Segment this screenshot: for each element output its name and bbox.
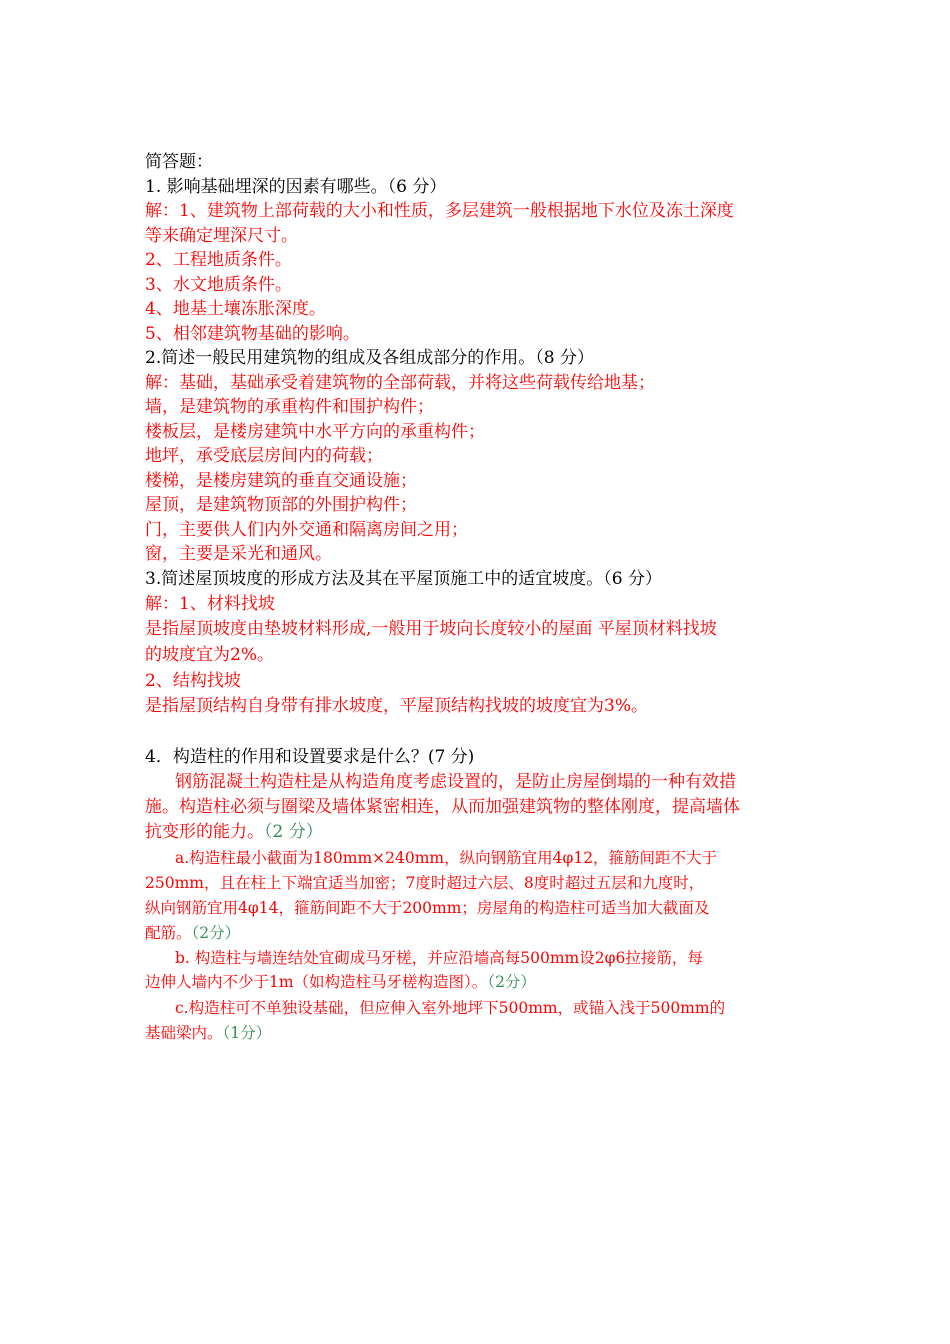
answer-3-line: 是指屋顶坡度由垫坡材料形成,一般用于坡向长度较小的屋面 平屋顶材料找坡 <box>145 619 717 639</box>
answer-3-line: 2、结构找坡 <box>145 671 241 691</box>
answer-2-line: 窗，主要是采光和通风。 <box>145 544 332 564</box>
answer-3-line: 解：1、材料找坡 <box>145 594 275 614</box>
score-label: （2分） <box>191 924 241 942</box>
answer-4-para-b-line: b. 构造柱与墙连结处宜砌成马牙槎，并应沿墙高每500mm设2φ6拉接筋，每 <box>175 949 703 967</box>
answer-4-para1-line: 钢筋混凝土构造柱是从构造角度考虑设置的，是防止房屋倒塌的一种有效措 <box>175 772 736 792</box>
answer-4-para-a-text: 配筋。 <box>145 924 192 942</box>
answer-2-line: 地坪，承受底层房间内的荷载； <box>145 446 383 466</box>
answer-1-line: 4、地基土壤冻胀深度。 <box>145 299 326 319</box>
answer-2-line: 解：基础，基础承受着建筑物的全部荷载，并将这些荷载传给地基； <box>145 373 655 393</box>
score-label: （2分） <box>487 973 536 991</box>
answer-1-line: 等来确定埋深尺寸。 <box>145 226 298 246</box>
answer-4-para1-text: 抗变形的能力。 <box>145 822 264 842</box>
answer-4-para-c-last <box>145 1021 271 1045</box>
answer-4-para-b-last <box>145 970 536 994</box>
question-1: 1. 影响基础埋深的因素有哪些。（6 分） <box>145 177 447 197</box>
answer-4-para-c-text: 基础梁内。 <box>145 1024 223 1042</box>
answer-2-line: 墙，是建筑物的承重构件和围护构件； <box>145 397 434 417</box>
answer-4-para-a-last <box>145 921 240 945</box>
answer-1-line: 解：1、建筑物上部荷载的大小和性质，多层建筑一般根据地下水位及冻土深度 <box>145 201 734 221</box>
answer-1-line: 3、水文地质条件。 <box>145 275 292 295</box>
answer-4-para-c-line: c.构造柱可不单独设基础，但应伸入室外地坪下500mm，或锚入浅于500mm的 <box>175 999 726 1017</box>
answer-4-para-a-line: 250mm，且在柱上下端宜适当加密；7度时超过六层、8度时超过五层和九度时， <box>145 874 705 892</box>
score-label: （1分） <box>222 1024 272 1042</box>
answer-3-line: 的坡度宜为2%。 <box>145 645 274 665</box>
question-3: 3.简述屋顶坡度的形成方法及其在平屋顶施工中的适宜坡度。（6 分） <box>145 569 662 589</box>
answer-4-para-a-line: 纵向钢筋宜用4φ14，箍筋间距不大于200mm；房屋角的构造柱可适当加大截面及 <box>145 899 710 917</box>
answer-2-line: 门，主要供人们内外交通和隔离房间之用； <box>145 520 468 540</box>
answer-2-line: 楼梯，是楼房建筑的垂直交通设施； <box>145 471 417 491</box>
answer-3-line: 是指屋顶结构自身带有排水坡度，平屋顶结构找坡的坡度宜为3%。 <box>145 696 648 716</box>
answer-1-line: 2、工程地质条件。 <box>145 250 292 270</box>
section-heading: 简答题： <box>145 152 213 172</box>
score-label: （2 分） <box>264 822 323 842</box>
question-2: 2.简述一般民用建筑物的组成及各组成部分的作用。（8 分） <box>145 348 594 368</box>
question-4: 4．构造柱的作用和设置要求是什么？(7 分) <box>145 747 475 767</box>
answer-4-para1-last <box>145 820 323 844</box>
answer-4-para-b-text: 边伸人墙内不少于1m（如构造柱马牙槎构造图）。 <box>145 973 488 991</box>
answer-2-line: 楼板层，是楼房建筑中水平方向的承重构件； <box>145 422 485 442</box>
answer-4-para-a-line: a.构造柱最小截面为180mm×240mm，纵向钢筋宜用4φ12，箍筋间距不大于 <box>175 849 718 867</box>
answer-2-line: 屋顶，是建筑物顶部的外围护构件； <box>145 495 417 515</box>
answer-1-line: 5、相邻建筑物基础的影响。 <box>145 324 360 344</box>
answer-4-para1-line: 施。构造柱必须与圈梁及墙体紧密相连，从而加强建筑物的整体刚度，提高墙体 <box>145 797 740 817</box>
